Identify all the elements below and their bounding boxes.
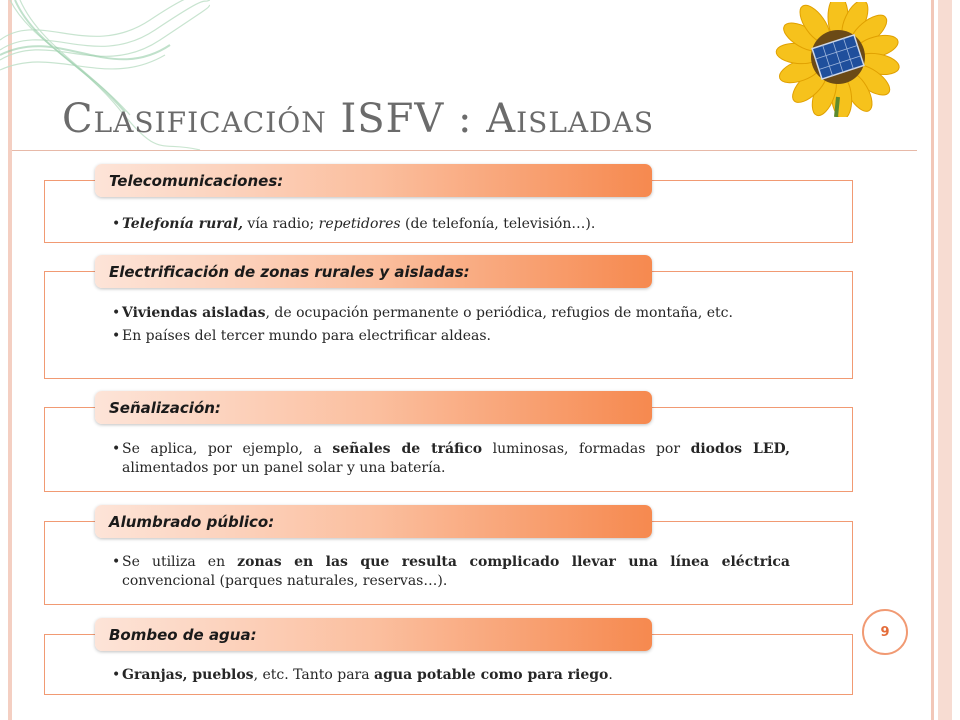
- list-item: • Telefonía rural, vía radio; repetidores (de telefonía, televisión…).: [112, 215, 790, 234]
- slide-title: Clasificación ISFV : Aisladas: [62, 96, 654, 142]
- section-heading-bombeo: Bombeo de agua:: [95, 618, 652, 651]
- list-item: • En países del tercer mundo para electrificar aldeas.: [112, 327, 790, 346]
- right-frame-border-outer: [938, 0, 952, 720]
- sunflower-solar-panel-icon: [768, 2, 918, 117]
- list-item: • Granjas, pueblos, etc. Tanto para agua potable como para riego.: [112, 666, 790, 685]
- list-item: • Se aplica, por ejemplo, a señales de tráfico luminosas, formadas por diodos LED, alimentados por un panel solar y una batería.: [112, 440, 790, 478]
- section-heading-electrificacion: Electrificación de zonas rurales y aisladas:: [95, 255, 652, 288]
- right-frame-border-inner: [931, 0, 934, 720]
- section-heading-alumbrado: Alumbrado público:: [95, 505, 652, 538]
- title-divider: [12, 150, 917, 151]
- page-number-badge: 9: [862, 609, 908, 655]
- section-heading-telecomunicaciones: Telecomunicaciones:: [95, 164, 652, 197]
- list-item: • Se utiliza en zonas en las que resulta complicado llevar una línea eléctrica convencional (parques naturales, reservas…).: [112, 553, 790, 591]
- list-item: • Viviendas aisladas, de ocupación permanente o periódica, refugios de montaña, etc.: [112, 304, 790, 323]
- section-heading-senalizacion: Señalización:: [95, 391, 652, 424]
